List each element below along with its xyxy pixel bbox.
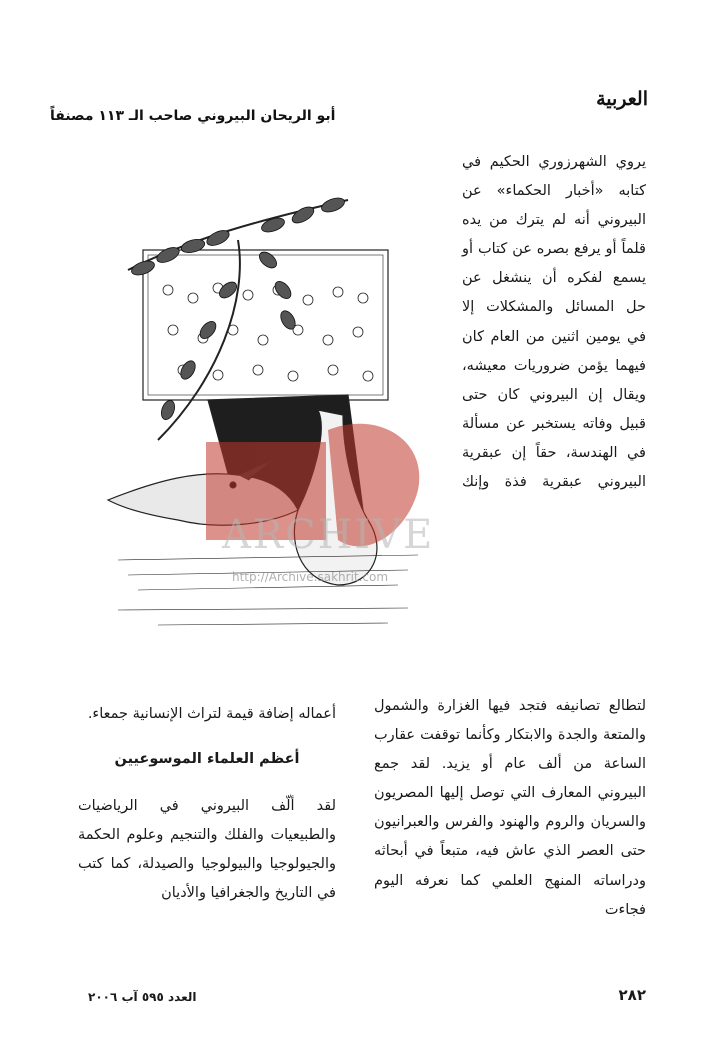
article-column-right-lower bbox=[374, 692, 646, 925]
page-number: ٢٨٢ bbox=[618, 986, 646, 1004]
watermark-text: ARCHIVE bbox=[222, 512, 435, 558]
section-heading: أعظم العلماء الموسوعيين bbox=[114, 751, 300, 767]
paragraph: لتطالع تصانيفه فتجد فيها الغزارة والشمول والمتعة والجدة والابتكار وكأنما توقفت عقارب الساعة من ألف عام أو يزيد. لقد جمع البيروني المعارف التي توصل إليها المصريون والسريان والروم والهنود والفرس والعبرانيون حتى العصر الذي عاش فيه، متبعاً في أبحاثه ودراساته المنهج العلمي كما نعرفه اليوم فجاءت bbox=[374, 698, 646, 918]
magazine-logo: العربية bbox=[596, 88, 648, 110]
issue-info: العدد ٥٩٥ آب ٢٠٠٦ bbox=[88, 990, 197, 1004]
article-column-left bbox=[78, 700, 336, 908]
article-running-title: أبو الريحان البيروني صاحب الـ ١١٣ مصنفاً bbox=[50, 108, 336, 124]
watermark-url: http://Archive.sakhrit.com bbox=[232, 570, 389, 584]
paragraph-intro: أعماله إضافة قيمة لتراث الإنسانية جمعاء. bbox=[87, 706, 336, 722]
paragraph: لقد ألّف البيروني في الرياضيات والطبيعيات والفلك والتنجيم وعلوم الحكمة والجيولوجيا والبيولوجيا والصيدلة، كما كتب في التاريخ والجغرافيا والأديان bbox=[78, 798, 336, 901]
article-column-right bbox=[462, 148, 646, 497]
paragraph: يروي الشهرزوري الحكيم في كتابه «أخبار الحكماء» عن البيروني أنه لم يترك من يده قلماً أو يرفع بصره عن كتاب أو يسمع لفكره أن ينشغل عن حل المسائل والمشكلات إلا في يومين اثنين من العام كان فيهما يؤمن ضروريات معيشه، ويقال إن البيروني كان حتى قبيل وفاته يستخبر عن مسألة في الهندسة، حقاً إن عبقرية البيروني عبقرية فذة وإنك bbox=[462, 154, 646, 491]
